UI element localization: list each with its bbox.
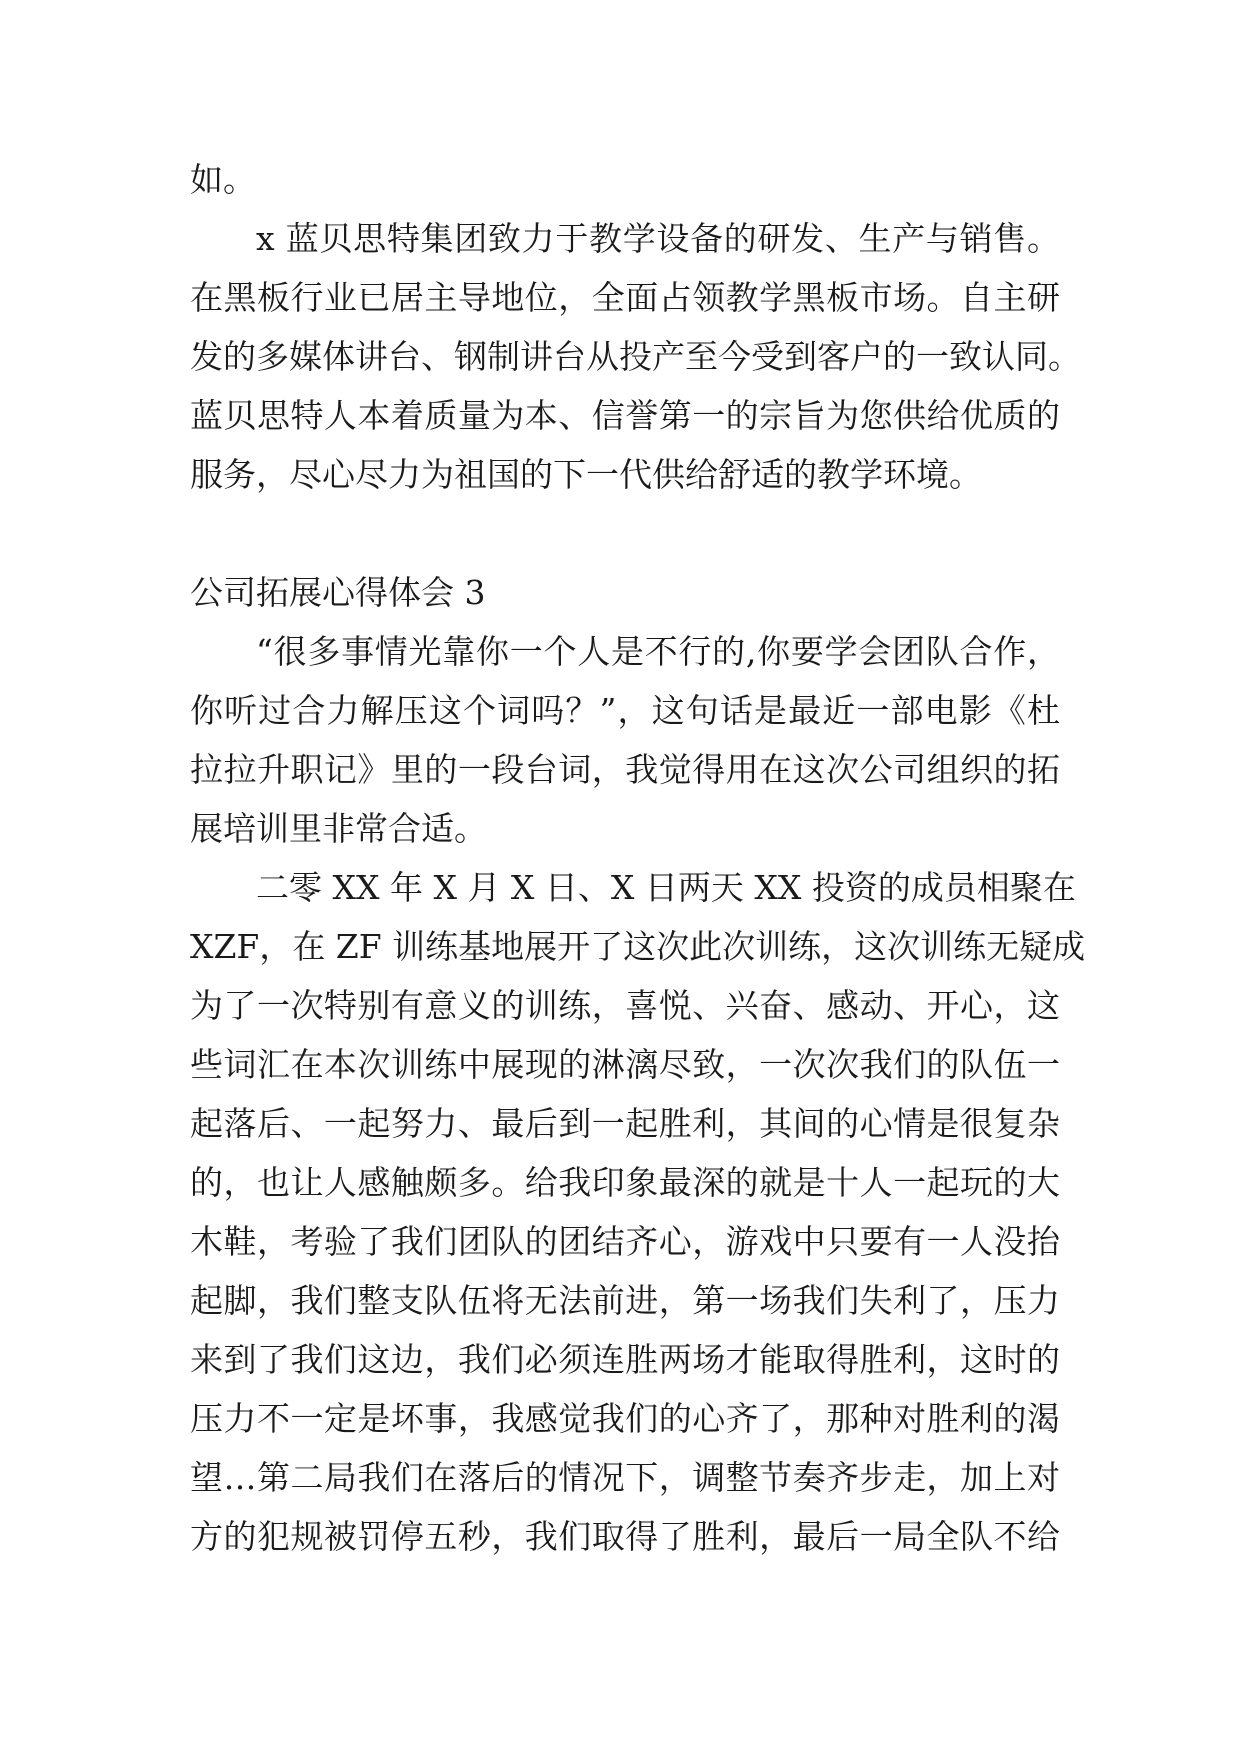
text-line: “很多事情光靠你一个人是不行的,你要学会团队合作， [256, 632, 1060, 671]
text-line: 些词汇在本次训练中展现的淋漓尽致，一次次我们的队伍一 [190, 1045, 1060, 1084]
text-line: 起脚，我们整支队伍将无法前进，第一场我们失利了，压力 [190, 1281, 1060, 1320]
paragraph-quote [190, 622, 1060, 858]
text-line: 拉拉升职记》里的一段台词，我觉得用在这次公司组织的拓 [190, 750, 1060, 789]
text-line: 你听过合力解压这个词吗？”，这句话是最近一部电影《杜 [190, 691, 1060, 730]
text-line: 如。 [190, 160, 256, 199]
text-line: 方的犯规被罚停五秒，我们取得了胜利，最后一局全队不给 [190, 1517, 1060, 1556]
text-line: 望…第二局我们在落后的情况下，调整节奏齐步走，加上对 [190, 1458, 1060, 1497]
text-line: x 蓝贝思特集团致力于教学设备的研发、生产与销售。 [256, 219, 1060, 258]
text-line: 服务，尽心尽力为祖国的下一代供给舒适的教学环境。 [190, 455, 982, 494]
text-line: 的，也让人感触颇多。给我印象最深的就是十人一起玩的大 [190, 1163, 1060, 1202]
paragraph-training [190, 858, 1086, 1566]
text-line: 为了一次特别有意义的训练，喜悦、兴奋、感动、开心，这 [190, 986, 1060, 1025]
text-line: 起落后、一起努力、最后到一起胜利，其间的心情是很复杂 [190, 1104, 1060, 1143]
text-line: XZF，在 ZF 训练基地展开了这次此次训练，这次训练无疑成 [190, 927, 1086, 966]
text-line: 来到了我们这边，我们必须连胜两场才能取得胜利，这时的 [190, 1340, 1060, 1379]
text-line: 木鞋，考验了我们团队的团结齐心，游戏中只要有一人没抬 [190, 1222, 1060, 1261]
text-line: 二零 XX 年 X 月 X 日、X 日两天 XX 投资的成员相聚在 [256, 868, 1076, 907]
text-line: 发的多媒体讲台、钢制讲台从投产至今受到客户的一致认同。 [190, 337, 1081, 376]
paragraph-company-intro [190, 209, 1081, 504]
text-line: 在黑板行业已居主导地位，全面占领教学黑板市场。自主研 [190, 278, 1060, 317]
paragraph-continuation [190, 150, 1060, 209]
text-line: 展培训里非常合适。 [190, 809, 487, 848]
text-line: 蓝贝思特人本着质量为本、信誉第一的宗旨为您供给优质的 [190, 396, 1060, 435]
section-heading: 公司拓展心得体会 3 [190, 573, 486, 612]
text-line: 压力不一定是坏事，我感觉我们的心齐了，那种对胜利的渴 [190, 1399, 1060, 1438]
